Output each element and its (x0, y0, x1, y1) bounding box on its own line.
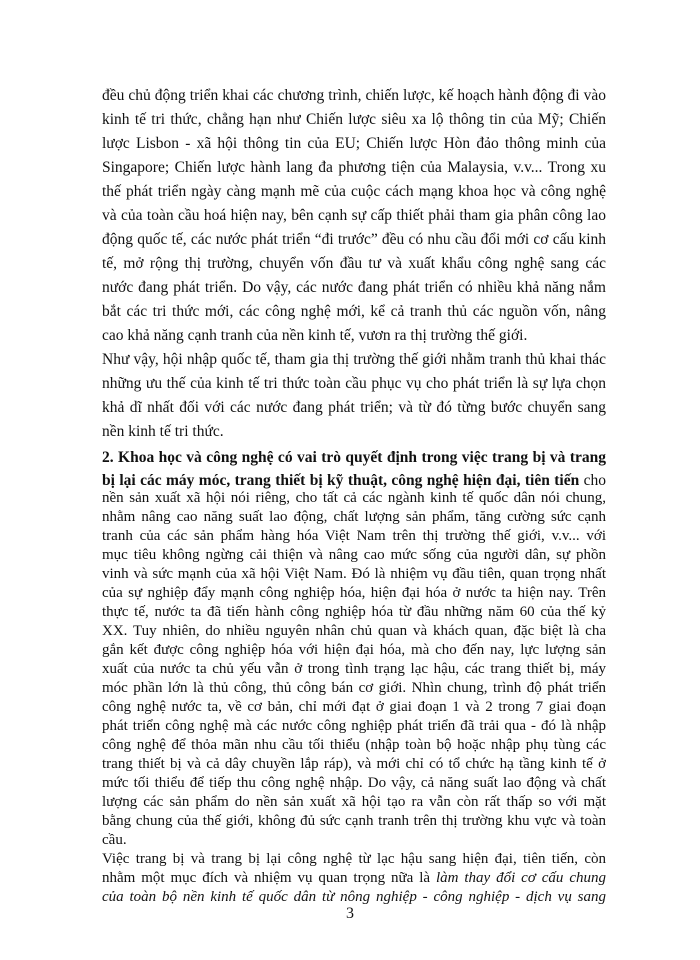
text-line: và của toàn cầu hoá hiện nay, bên cạnh sự cấp thiết phải tham gia phân công lao (102, 207, 606, 224)
text-line: tế, mở rộng thị trường, chuyển vốn đầu tư và xuất khẩu công nghệ sang các (102, 255, 606, 272)
text-line: thực tế, nước ta đã tiến hành công nghiệp hóa từ đầu những năm 60 của thế kỷ (102, 604, 606, 620)
heading-bold-text: bị lại các máy móc, trang thiết bị kỹ thuật, công nghệ hiện đại, tiên tiến (102, 472, 580, 489)
heading-tail-text: cho (579, 472, 606, 489)
text-line: bằng chung của thế giới, không đủ sức cạnh tranh trên thị trường khu vực và toàn (102, 813, 606, 829)
text-line: lược Lisbon - xã hội thông tin của EU; Chiến lược Hòn đảo thông minh của (102, 135, 606, 152)
text-line: lượng các sản phẩm do nền sản xuất xã hội tạo ra vẫn còn rất thấp so với mặt (102, 794, 606, 810)
text-line: xuất của nước ta chủ yếu vẫn ở trong tình trạng lạc hậu, các trang thiết bị, máy (102, 661, 606, 677)
text-line: của sự nghiệp đẩy mạnh công nghiệp hóa, hiện đại hóa ở nước ta hiện nay. Trên (102, 585, 606, 601)
text-line: đều chủ động triển khai các chương trình, chiến lược, kế hoạch hành động đi vào (102, 87, 606, 104)
text-line: kinh tế tri thức, chẳng hạn như Chiến lược siêu xa lộ thông tin của Mỹ; Chiến (102, 111, 606, 128)
text-line: Singapore; Chiến lược hành lang đa phương tiện của Malaysia, v.v... Trong xu (102, 159, 606, 176)
text-line: nền sản xuất xã hội nói riêng, cho tất cả các ngành kinh tế quốc dân nói chung, (102, 490, 606, 506)
text-line: XX. Tuy nhiên, do nhiều nguyên nhân chủ quan và khách quan, đặc biệt là cha (102, 623, 606, 639)
page-number: 3 (346, 905, 354, 922)
text-line: mức tối thiểu để tiếp thu công nghệ nhập. Do vậy, cả năng suất lao động và chất (102, 775, 606, 791)
text-line: trang thiết bị và cả dây chuyền lắp ráp), và mới chỉ có tổ chức hạ tầng kinh tế ở (102, 756, 606, 772)
text-span: nhằm một mục đích và nhiệm vụ quan trọng nữa là (102, 870, 436, 886)
text-line: mục tiêu không ngừng cải thiện và nâng cao mức sống của người dân, sự phồn (102, 547, 606, 563)
text-line (102, 869, 606, 888)
text-line: khả dĩ nhất đối với các nước đang phát triển; và từ đó từng bước chuyển sang (102, 399, 606, 416)
text-line: phát triển công nghệ mà các nước công nghiệp phát triển đã trải qua - đó là nhập (102, 718, 606, 734)
text-line: công nghệ để thỏa mãn nhu cầu tối thiểu (nhập toàn bộ hoặc nhập phụ tùng các (102, 737, 606, 753)
heading-line: 2. Khoa học và công nghệ có vai trò quyết định trong việc trang bị và trang (102, 449, 606, 466)
text-line: nước đang phát triển. Do vậy, các nước đang phát triển có nhiều khả năng nắm (102, 279, 606, 296)
text-line: cầu. (102, 832, 127, 848)
text-line: gắn kết được công nghiệp hóa với hiện đại hóa, mà cho đến nay, lực lượng sản (102, 642, 606, 658)
text-line: động quốc tế, các nước phát triển “đi trước” đều có nhu cầu đổi mới cơ cấu kinh (102, 231, 606, 248)
text-line: những ưu thế của kinh tế tri thức toàn cầu phục vụ cho phát triển là sự lựa chọn (102, 375, 606, 392)
text-line: Việc trang bị và trang bị lại công nghệ từ lạc hậu sang hiện đại, tiên tiến, còn (102, 851, 606, 867)
text-line: Như vậy, hội nhập quốc tế, tham gia thị trường thế giới nhằm tranh thủ khai thác (102, 351, 606, 368)
text-line: bắt các tri thức mới, các công nghệ mới, kể cả tranh thủ các nguồn vốn, nâng (102, 303, 606, 320)
text-line: móc phần lớn là thủ công, thủ công bán cơ giới. Nhìn chung, trình độ phát triển (102, 680, 606, 696)
text-line: công nghệ nước ta, về cơ bản, chỉ mới đạt ở giai đoạn 1 và 2 trong 7 giai đoạn (102, 699, 606, 715)
italic-text: của toàn bộ nền kinh tế quốc dân từ nông nghiệp - công nghiệp - dịch vụ sang (102, 889, 606, 905)
text-line: cao khả năng cạnh tranh của nền kinh tế, vươn ra thị trường thế giới. (102, 327, 528, 344)
text-line: tranh của các sản phẩm hàng hóa Việt Nam trên thị trường thế giới, v.v... với (102, 528, 606, 544)
text-line: thế phát triển ngày càng mạnh mẽ của cuộc cách mạng khoa học và công nghệ (102, 183, 606, 200)
text-line: nhằm nâng cao năng suất lao động, chất lượng sản phẩm, tăng cường sức cạnh (102, 509, 606, 525)
text-line: nền kinh tế tri thức. (102, 423, 224, 440)
italic-text: làm thay đổi cơ cấu chung (435, 870, 606, 886)
text-line: vinh và sức mạnh của xã hội Việt Nam. Đó là nhiệm vụ đầu tiên, quan trọng nhất (102, 566, 606, 582)
